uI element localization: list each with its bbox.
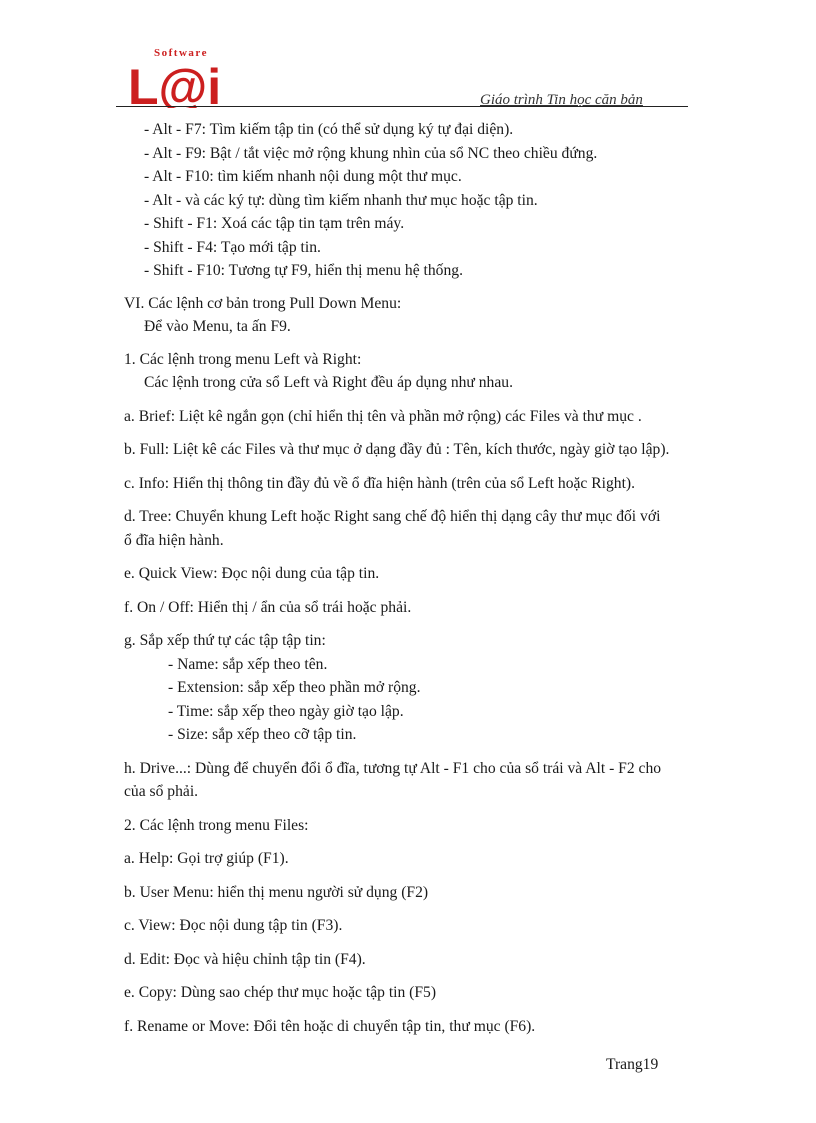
menu-item-full: b. Full: Liệt kê các Files và thư mục ở dạng đầy đủ : Tên, kích thước, ngày giờ tạo lập).	[124, 441, 670, 458]
menu-item-sort: g. Sắp xếp thứ tự các tập tập tin:	[124, 632, 326, 649]
shortcut-item: - Alt - F7: Tìm kiếm tập tin (có thể sử dụng ký tự đại diện).	[144, 121, 514, 138]
files-item-copy: e. Copy: Dùng sao chép thư mục hoặc tập tin (F5)	[124, 984, 437, 1001]
page-content	[124, 118, 704, 1038]
shortcut-item: - Alt - F10: tìm kiếm nhanh nội dung một thư mục.	[144, 168, 462, 185]
menu-item-drive-cont: của sổ phải.	[124, 783, 199, 800]
section-2-heading: 2. Các lệnh trong menu Files:	[124, 816, 309, 834]
shortcut-item: - Shift - F10: Tương tự F9, hiển thị menu hệ thống.	[144, 262, 463, 279]
menu-item-tree: d. Tree: Chuyển khung Left hoặc Right sang chế độ hiển thị dạng cây thư mục đối với	[124, 508, 661, 525]
files-item-user-menu: b. User Menu: hiển thị menu người sử dụng (F2)	[124, 883, 429, 901]
menu-item-tree-cont: ổ đĩa hiện hành.	[124, 531, 224, 549]
sort-option: - Size: sắp xếp theo cỡ tập tin.	[168, 726, 357, 743]
menu-item-drive: h. Drive...: Dùng để chuyển đổi ổ đĩa, tương tự Alt - F1 cho của sổ trái và Alt - F2 cho	[124, 759, 662, 777]
shortcut-item: - Alt - và các ký tự: dùng tìm kiếm nhanh thư mục hoặc tập tin.	[144, 191, 538, 209]
header-divider	[116, 106, 688, 107]
shortcut-item: - Shift - F1: Xoá các tập tin tạm trên máy.	[144, 215, 405, 232]
section-6-note: Để vào Menu, ta ấn F9.	[144, 318, 291, 335]
header-title: Giáo trình Tin học căn bản	[480, 92, 643, 108]
shortcut-item: - Shift - F4: Tạo mới tập tin.	[144, 238, 321, 256]
logo-software-text: Software	[154, 47, 208, 59]
files-item-view: c. View: Đọc nội dung tập tin (F3).	[124, 917, 343, 934]
logo-graphic	[126, 42, 226, 108]
sort-option: - Name: sắp xếp theo tên.	[168, 655, 328, 673]
sort-option: - Extension: sắp xếp theo phần mở rộng.	[168, 679, 421, 696]
section-6-heading: VI. Các lệnh cơ bản trong Pull Down Menu:	[124, 294, 402, 312]
menu-item-quick-view: e. Quick View: Đọc nội dung của tập tin.	[124, 565, 380, 582]
menu-item-on-off: f. On / Off: Hiển thị / ẩn của sổ trái hoặc phải.	[124, 598, 412, 616]
menu-item-brief: a. Brief: Liệt kê ngắn gọn (chỉ hiển thị tên và phần mở rộng) các Files và thư mục .	[124, 407, 642, 425]
section-1-note: Các lệnh trong cửa sổ Left và Right đều áp dụng như nhau.	[144, 374, 513, 391]
menu-item-info: c. Info: Hiển thị thông tin đầy đủ về ổ đĩa hiện hành (trên của sổ Left hoặc Right).	[124, 474, 635, 492]
logo	[126, 42, 226, 108]
files-item-rename: f. Rename or Move: Đổi tên hoặc di chuyển tập tin, thư mục (F6).	[124, 1017, 536, 1035]
shortcut-item: - Alt - F9: Bật / tắt việc mở rộng khung nhìn của sổ NC theo chiều đứng.	[144, 144, 598, 162]
page-number: Trang19	[606, 1056, 659, 1073]
files-item-help: a. Help: Gọi trợ giúp (F1).	[124, 850, 289, 867]
files-item-edit: d. Edit: Đọc và hiệu chỉnh tập tin (F4).	[124, 950, 366, 968]
sort-option: - Time: sắp xếp theo ngày giờ tạo lập.	[168, 702, 404, 720]
section-1-heading: 1. Các lệnh trong menu Left và Right:	[124, 350, 362, 368]
logo-main-text: L@i	[128, 59, 222, 108]
